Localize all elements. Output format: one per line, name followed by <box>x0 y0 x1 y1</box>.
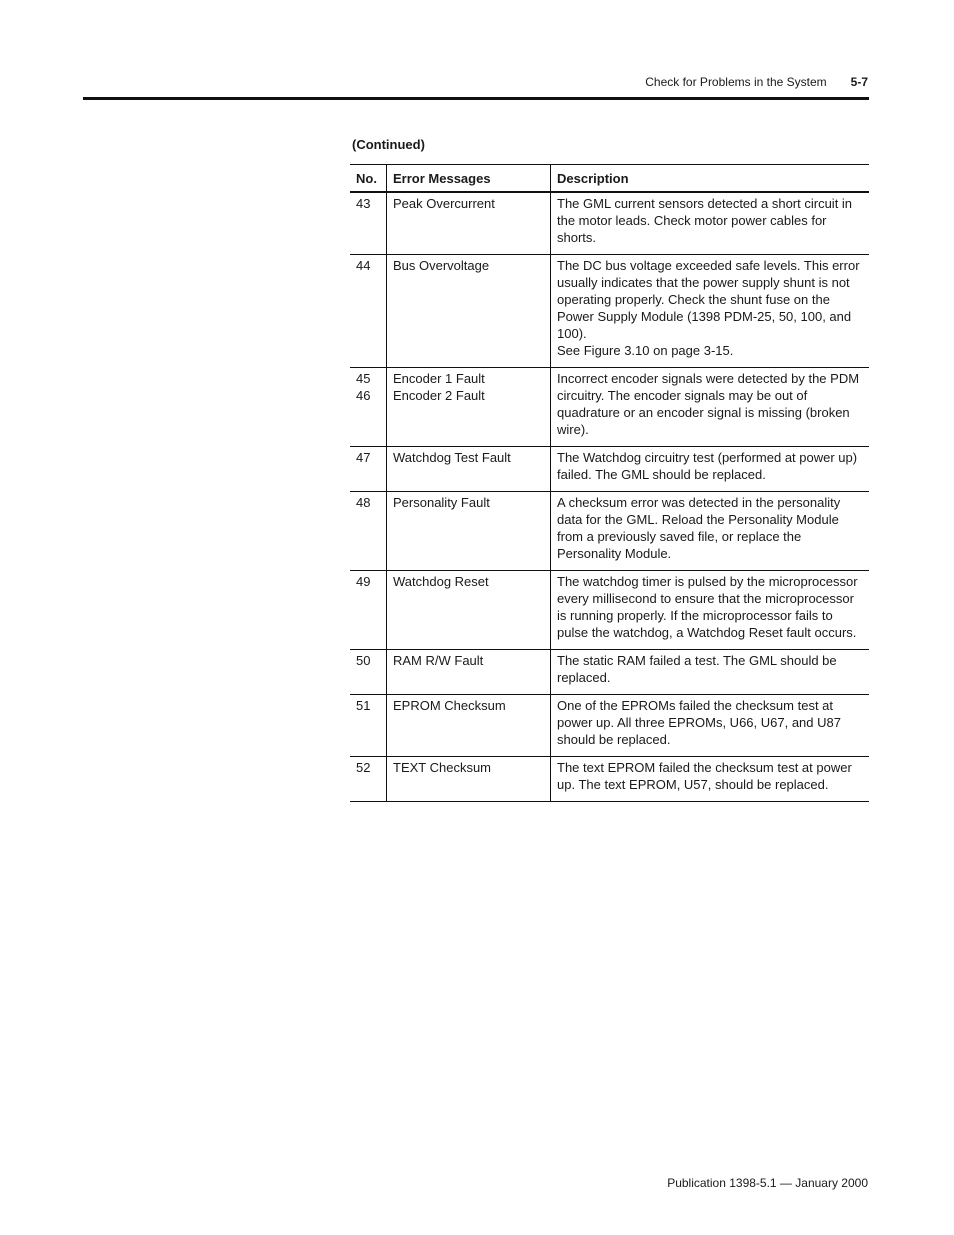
header-no: No. <box>350 165 387 193</box>
cell-error-number <box>350 695 387 757</box>
cell-error-message-text: Watchdog Reset <box>393 574 489 589</box>
cell-error-number <box>350 192 387 255</box>
table-row <box>350 650 869 695</box>
table-row <box>350 192 869 255</box>
header-rule <box>83 97 869 100</box>
cell-error-number <box>350 492 387 571</box>
cell-error-number <box>350 571 387 650</box>
cell-error-number <box>350 650 387 695</box>
continued-label: (Continued) <box>352 137 425 152</box>
cell-description-text: The watchdog timer is pulsed by the microprocessor every millisecond to ensure that the microprocessor is running properly. If the microprocessor fails to pulse the watchdog, a Watchdog Reset fault occurs. <box>557 574 858 640</box>
cell-error-number-text: 50 <box>356 653 371 668</box>
cell-error-message <box>387 368 551 447</box>
cell-error-message <box>387 447 551 492</box>
cell-error-number-text: 46 <box>356 388 371 403</box>
cell-description-text: See Figure 3.10 on page 3-15. <box>557 343 734 358</box>
cell-error-message-text: EPROM Checksum <box>393 698 506 713</box>
header-error-messages: Error Messages <box>387 165 551 193</box>
cell-error-number <box>350 757 387 802</box>
table-row <box>350 447 869 492</box>
cell-description <box>551 695 870 757</box>
cell-description <box>551 255 870 368</box>
cell-error-message <box>387 192 551 255</box>
cell-description-text: Incorrect encoder signals were detected by the PDM circuitry. The encoder signals may be out of quadrature or an encoder signal is missing (broken wire). <box>557 371 860 437</box>
table-header-row <box>350 165 869 193</box>
table-row <box>350 757 869 802</box>
cell-description-text: A checksum error was detected in the personality data for the GML. Reload the Personality Module from a previously saved file, or replace the Personality Module. <box>557 495 841 561</box>
cell-error-number <box>350 368 387 447</box>
cell-error-message-text: RAM R/W Fault <box>393 653 484 668</box>
cell-error-message-text: Personality Fault <box>393 495 490 510</box>
cell-description-text: The GML current sensors detected a short circuit in the motor leads. Check motor power cables for shorts. <box>557 196 853 245</box>
cell-error-number <box>350 255 387 368</box>
cell-description <box>551 368 870 447</box>
table-row <box>350 695 869 757</box>
cell-description <box>551 447 870 492</box>
cell-description-text: The text EPROM failed the checksum test at power up. The text EPROM, U57, should be replaced. <box>557 760 852 792</box>
cell-error-number-text: 51 <box>356 698 371 713</box>
cell-error-number-text: 49 <box>356 574 371 589</box>
cell-error-message-text: Peak Overcurrent <box>393 196 495 211</box>
cell-description-text: The static RAM failed a test. The GML should be replaced. <box>557 653 837 685</box>
cell-error-number <box>350 447 387 492</box>
cell-error-message <box>387 255 551 368</box>
cell-description-text: The DC bus voltage exceeded safe levels. This error usually indicates that the power supply shunt is not operating properly. Check the shunt fuse on the Power Supply Module (1398 PDM-25, 50, 100, and 100). <box>557 258 860 341</box>
cell-error-message <box>387 695 551 757</box>
cell-description <box>551 757 870 802</box>
cell-description-text: The Watchdog circuitry test (performed at power up) failed. The GML should be replaced. <box>557 450 858 482</box>
section-title: Check for Problems in the System <box>645 75 827 89</box>
cell-error-number-text: 44 <box>356 258 371 273</box>
cell-description <box>551 571 870 650</box>
table-row <box>350 571 869 650</box>
cell-description <box>551 650 870 695</box>
cell-description-text: One of the EPROMs failed the checksum test at power up. All three EPROMs, U66, U67, and U87 should be replaced. <box>557 698 841 747</box>
cell-error-message-text: TEXT Checksum <box>393 760 492 775</box>
cell-error-number-text: 43 <box>356 196 371 211</box>
error-messages-table <box>350 164 869 802</box>
cell-error-message-text: Bus Overvoltage <box>393 258 490 273</box>
cell-error-message <box>387 571 551 650</box>
cell-error-number-text: 47 <box>356 450 371 465</box>
cell-error-number-text: 45 <box>356 371 371 386</box>
cell-description <box>551 192 870 255</box>
cell-error-message <box>387 757 551 802</box>
cell-error-message-text: Watchdog Test Fault <box>393 450 511 465</box>
page-number: 5-7 <box>850 75 868 89</box>
publication-footer: Publication 1398-5.1 — January 2000 <box>667 1176 868 1190</box>
cell-error-number-text: 48 <box>356 495 371 510</box>
cell-error-message-text: Encoder 1 Fault <box>393 371 485 386</box>
running-header <box>645 75 868 89</box>
cell-error-message <box>387 650 551 695</box>
cell-error-message-text: Encoder 2 Fault <box>393 388 485 403</box>
header-description: Description <box>551 165 870 193</box>
cell-error-number-text: 52 <box>356 760 371 775</box>
table-row <box>350 492 869 571</box>
table-row <box>350 255 869 368</box>
cell-error-message <box>387 492 551 571</box>
table-row <box>350 368 869 447</box>
cell-description <box>551 492 870 571</box>
